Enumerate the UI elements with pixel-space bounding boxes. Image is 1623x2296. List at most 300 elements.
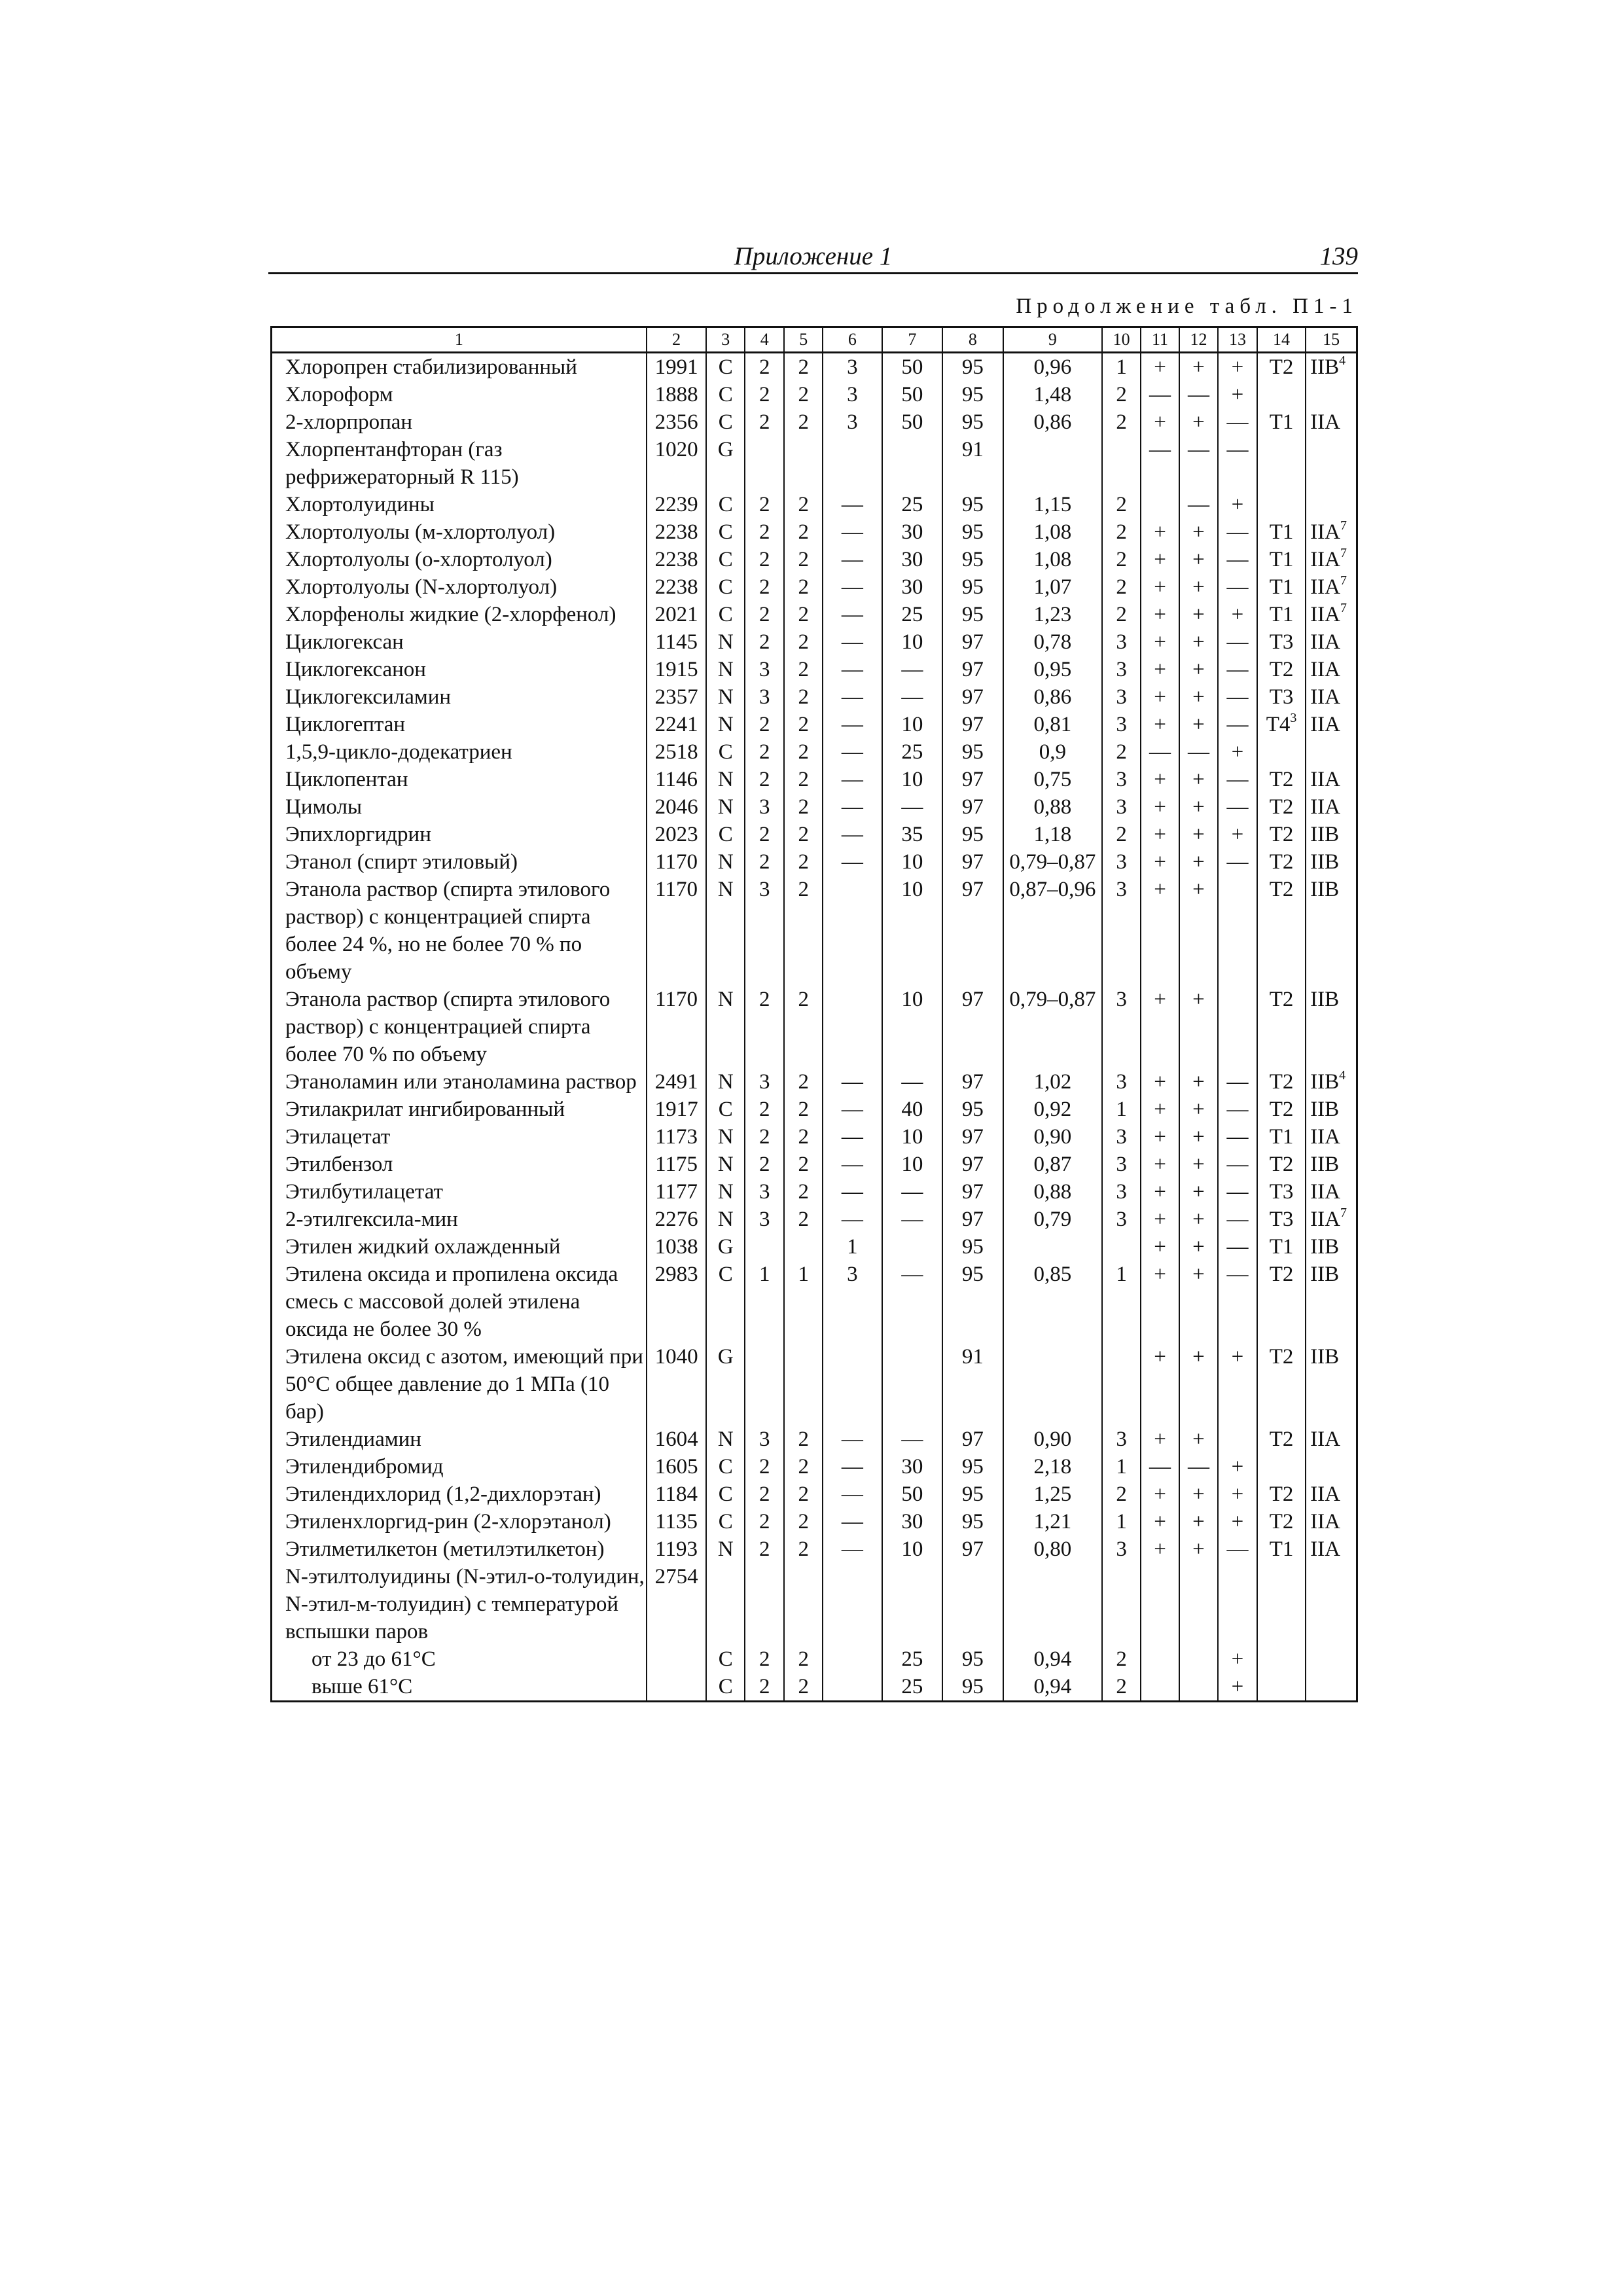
cell-col-8 <box>942 1673 1003 1702</box>
cell-col-6 <box>823 1206 882 1233</box>
cell-col-8 <box>942 1068 1003 1096</box>
cell-col-14 <box>1257 1096 1306 1123</box>
cell-col-3 <box>706 628 745 656</box>
cell-col-9 <box>1003 1535 1102 1563</box>
cell-col-4 <box>745 1673 784 1702</box>
cell-value: — <box>841 630 863 654</box>
table-row <box>272 1178 1357 1206</box>
cell-value: 2 <box>1116 548 1127 571</box>
cell-col-7 <box>882 1508 943 1535</box>
cell-value: 2 <box>1116 1675 1127 1698</box>
cell-col-6 <box>823 381 882 408</box>
cell-col-2 <box>647 1343 706 1426</box>
cell-col-12 <box>1179 1426 1218 1453</box>
cell-value: IIA <box>1310 1537 1340 1561</box>
cell-value: + <box>1154 768 1166 791</box>
cell-col-4 <box>745 353 784 382</box>
cell-col-7 <box>882 1453 943 1480</box>
cell-col-3 <box>706 546 745 573</box>
cell-col-15 <box>1306 518 1357 546</box>
cell-col-12 <box>1179 1178 1218 1206</box>
cell-value: 1 <box>798 1263 809 1286</box>
column-header-14: 14 <box>1257 327 1306 353</box>
cell-col-9 <box>1003 491 1102 518</box>
cell-col-13 <box>1218 601 1257 628</box>
cell-value: 0,88 <box>1033 1180 1072 1204</box>
cell-value: 1 <box>1116 1455 1127 1479</box>
cell-col-10 <box>1102 1233 1141 1261</box>
cell-value: 1 <box>847 1235 858 1259</box>
cell-value: — <box>841 1455 863 1479</box>
cell-col-12 <box>1179 876 1218 986</box>
cell-value: 0,79–0,87 <box>1009 850 1096 874</box>
cell-value: + <box>1154 850 1166 874</box>
cell-col-13 <box>1218 408 1257 436</box>
cell-col-9 <box>1003 1508 1102 1535</box>
cell-col-8 <box>942 986 1003 1068</box>
cell-col-3 <box>706 1233 745 1261</box>
cell-value: N <box>717 850 734 874</box>
cell-col-12 <box>1179 408 1218 436</box>
cell-col-5 <box>784 1151 823 1178</box>
cell-col-7 <box>882 573 943 601</box>
cell-col-4 <box>745 986 784 1068</box>
cell-col-14 <box>1257 711 1306 738</box>
cell-value: + <box>1192 850 1205 874</box>
cell-col-2 <box>647 1151 706 1178</box>
cell-value: IIA <box>1310 685 1340 709</box>
cell-col-14 <box>1257 1233 1306 1261</box>
footnote-mark: 7 <box>1340 601 1347 615</box>
cell-col-10 <box>1102 766 1141 793</box>
cell-col-4 <box>745 491 784 518</box>
cell-col-9 <box>1003 1151 1102 1178</box>
cell-value: 95 <box>961 410 984 434</box>
table-row <box>272 518 1357 546</box>
cell-value: C <box>718 1647 733 1671</box>
cell-col-9 <box>1003 1123 1102 1151</box>
footnote-mark: 4 <box>1339 1068 1346 1083</box>
cell-value: T2 <box>1269 1427 1294 1451</box>
cell-value: + <box>1231 1675 1244 1698</box>
substance-name-cell: 2-хлорпропан <box>272 408 647 436</box>
cell-value: 1175 <box>655 1153 698 1176</box>
cell-col-5 <box>784 876 823 986</box>
cell-col-13 <box>1218 1645 1257 1673</box>
cell-value: 1146 <box>655 768 698 791</box>
cell-value: T2 <box>1269 1263 1294 1286</box>
cell-value: 10 <box>901 1537 923 1561</box>
cell-col-11 <box>1141 711 1179 738</box>
cell-value: 97 <box>961 1070 984 1094</box>
cell-col-2 <box>647 876 706 986</box>
cell-col-6 <box>823 986 882 1068</box>
cell-value: 2 <box>759 1675 770 1698</box>
cell-value: — <box>1226 1070 1249 1094</box>
cell-col-13 <box>1218 546 1257 573</box>
cell-col-5 <box>784 683 823 711</box>
cell-col-9 <box>1003 546 1102 573</box>
cell-col-9 <box>1003 1068 1102 1096</box>
cell-col-15 <box>1306 1563 1357 1645</box>
table-row <box>272 1426 1357 1453</box>
cell-col-5 <box>784 1096 823 1123</box>
cell-value: + <box>1192 713 1205 736</box>
cell-value: 3 <box>847 383 858 406</box>
cell-value: T2 <box>1269 795 1294 819</box>
cell-col-14 <box>1257 986 1306 1068</box>
cell-value: 2 <box>798 1153 809 1176</box>
footnote-mark: 7 <box>1340 546 1347 560</box>
cell-col-15 <box>1306 1178 1357 1206</box>
cell-value: + <box>1192 988 1205 1011</box>
cell-value: 2 <box>759 410 770 434</box>
cell-value: T2 <box>1269 850 1294 874</box>
cell-col-4 <box>745 876 784 986</box>
cell-value: 95 <box>961 603 984 626</box>
cell-value: 2 <box>798 383 809 406</box>
cell-col-12 <box>1179 1123 1218 1151</box>
cell-col-14 <box>1257 381 1306 408</box>
cell-value: 2491 <box>654 1070 698 1094</box>
table-row <box>272 1673 1357 1702</box>
cell-col-15 <box>1306 766 1357 793</box>
cell-col-15 <box>1306 353 1357 382</box>
cell-col-3 <box>706 1343 745 1426</box>
cell-col-12 <box>1179 1508 1218 1535</box>
cell-col-7 <box>882 381 943 408</box>
cell-value: 1020 <box>654 438 698 461</box>
cell-value: 3 <box>1116 658 1127 681</box>
table-row <box>272 1096 1357 1123</box>
cell-col-9 <box>1003 1261 1102 1343</box>
cell-col-2 <box>647 1508 706 1535</box>
cell-value: IIA <box>1310 1208 1340 1231</box>
cell-value: + <box>1154 685 1166 709</box>
cell-value: T3 <box>1269 630 1294 654</box>
cell-col-13 <box>1218 656 1257 683</box>
cell-col-5 <box>784 353 823 382</box>
cell-value: — <box>1187 740 1209 764</box>
cell-col-13 <box>1218 628 1257 656</box>
cell-value: + <box>1231 1510 1244 1534</box>
cell-col-14 <box>1257 821 1306 848</box>
cell-col-15 <box>1306 1645 1357 1673</box>
cell-value: 2 <box>759 355 770 379</box>
cell-col-8 <box>942 1563 1003 1645</box>
cell-value: 1917 <box>654 1098 698 1121</box>
cell-col-14 <box>1257 1206 1306 1233</box>
cell-value: 0,79–0,87 <box>1009 988 1096 1011</box>
cell-col-15 <box>1306 1535 1357 1563</box>
cell-value: 2 <box>798 410 809 434</box>
cell-value: 97 <box>961 795 984 819</box>
cell-col-12 <box>1179 848 1218 876</box>
cell-col-11 <box>1141 821 1179 848</box>
cell-col-14 <box>1257 1508 1306 1535</box>
cell-value: 0,85 <box>1033 1263 1072 1286</box>
cell-value: 2 <box>759 850 770 874</box>
cell-col-4 <box>745 738 784 766</box>
cell-col-8 <box>942 821 1003 848</box>
table-row <box>272 656 1357 683</box>
cell-value: 2 <box>759 1510 770 1534</box>
cell-value: + <box>1154 1208 1166 1231</box>
cell-col-10 <box>1102 491 1141 518</box>
cell-value: C <box>718 493 733 516</box>
footnote-mark: 4 <box>1339 353 1346 368</box>
cell-value: + <box>1154 658 1166 681</box>
cell-col-11 <box>1141 436 1179 491</box>
cell-col-3 <box>706 1645 745 1673</box>
cell-col-11 <box>1141 793 1179 821</box>
cell-value: 2 <box>759 383 770 406</box>
cell-value: 0,75 <box>1033 768 1072 791</box>
cell-col-13 <box>1218 1563 1257 1645</box>
cell-value: + <box>1154 1098 1166 1121</box>
footnote-mark: 7 <box>1340 518 1347 533</box>
cell-value: 95 <box>961 1482 984 1506</box>
cell-col-15 <box>1306 1343 1357 1426</box>
cell-col-5 <box>784 573 823 601</box>
cell-value: 91 <box>961 438 984 461</box>
cell-col-10 <box>1102 1645 1141 1673</box>
table-row <box>272 1480 1357 1508</box>
cell-value: 3 <box>1116 878 1127 901</box>
cell-col-5 <box>784 1673 823 1702</box>
cell-value: — <box>1187 1455 1209 1479</box>
cell-col-12 <box>1179 683 1218 711</box>
cell-value: 0,94 <box>1033 1647 1072 1671</box>
cell-value: + <box>1192 768 1205 791</box>
cell-value: 10 <box>901 878 923 901</box>
cell-value: 2 <box>798 1510 809 1534</box>
cell-col-14 <box>1257 546 1306 573</box>
cell-col-7 <box>882 628 943 656</box>
cell-col-7 <box>882 1535 943 1563</box>
cell-value: — <box>1187 438 1209 461</box>
cell-col-7 <box>882 1426 943 1453</box>
cell-col-5 <box>784 1068 823 1096</box>
cell-col-6 <box>823 1343 882 1426</box>
cell-value: + <box>1192 1125 1205 1149</box>
cell-col-12 <box>1179 1261 1218 1343</box>
cell-value: 2356 <box>654 410 698 434</box>
column-header-2: 2 <box>647 327 706 353</box>
cell-value: 30 <box>901 1455 923 1479</box>
cell-value: — <box>1187 493 1209 516</box>
cell-col-7 <box>882 711 943 738</box>
table-row <box>272 1261 1357 1343</box>
cell-col-10 <box>1102 1453 1141 1480</box>
cell-value: 0,86 <box>1033 410 1072 434</box>
substance-name-cell: Циклогексанон <box>272 656 647 683</box>
cell-value: 1,18 <box>1033 823 1072 846</box>
column-header-9: 9 <box>1003 327 1102 353</box>
cell-value: + <box>1154 520 1166 544</box>
cell-col-9 <box>1003 766 1102 793</box>
cell-value: 2 <box>759 1125 770 1149</box>
cell-value: 3 <box>1116 1427 1127 1451</box>
cell-col-5 <box>784 821 823 848</box>
cell-col-5 <box>784 1343 823 1426</box>
cell-col-11 <box>1141 656 1179 683</box>
cell-value: — <box>841 795 863 819</box>
cell-col-9 <box>1003 381 1102 408</box>
cell-value: IIB <box>1310 1345 1340 1369</box>
cell-value: 2 <box>1116 493 1127 516</box>
cell-value: + <box>1154 1537 1166 1561</box>
cell-col-11 <box>1141 546 1179 573</box>
cell-col-3 <box>706 1123 745 1151</box>
cell-col-11 <box>1141 1453 1179 1480</box>
cell-col-10 <box>1102 738 1141 766</box>
cell-value: T2 <box>1269 1510 1294 1534</box>
cell-value: + <box>1154 603 1166 626</box>
column-header-3: 3 <box>706 327 745 353</box>
cell-col-10 <box>1102 1508 1141 1535</box>
cell-col-4 <box>745 1508 784 1535</box>
cell-value: — <box>1149 740 1171 764</box>
cell-col-7 <box>882 1068 943 1096</box>
cell-col-2 <box>647 601 706 628</box>
cell-col-14 <box>1257 1123 1306 1151</box>
cell-col-9 <box>1003 656 1102 683</box>
cell-col-12 <box>1179 518 1218 546</box>
substance-name-cell: Этилендибромид <box>272 1453 647 1480</box>
cell-value: + <box>1192 1510 1205 1534</box>
cell-col-14 <box>1257 1426 1306 1453</box>
cell-col-2 <box>647 381 706 408</box>
cell-col-15 <box>1306 381 1357 408</box>
column-header-row <box>272 327 1357 353</box>
cell-col-2 <box>647 1096 706 1123</box>
cell-value: C <box>718 1455 733 1479</box>
cell-col-8 <box>942 1508 1003 1535</box>
cell-col-14 <box>1257 1645 1306 1673</box>
cell-value: IIB <box>1310 850 1340 874</box>
cell-col-13 <box>1218 1673 1257 1702</box>
cell-col-14 <box>1257 1178 1306 1206</box>
cell-value: 1184 <box>655 1482 698 1506</box>
substance-name-cell: Этилацетат <box>272 1123 647 1151</box>
cell-col-2 <box>647 628 706 656</box>
cell-value: + <box>1154 1153 1166 1176</box>
cell-col-8 <box>942 1645 1003 1673</box>
cell-value: 2,18 <box>1033 1455 1072 1479</box>
cell-value: — <box>841 603 863 626</box>
cell-col-2 <box>647 656 706 683</box>
cell-value: 1173 <box>655 1125 698 1149</box>
cell-value: 97 <box>961 658 984 681</box>
cell-col-9 <box>1003 1426 1102 1453</box>
cell-col-10 <box>1102 1261 1141 1343</box>
cell-col-14 <box>1257 601 1306 628</box>
cell-value: + <box>1154 1125 1166 1149</box>
cell-value: 2 <box>759 740 770 764</box>
cell-value: 1,48 <box>1033 383 1072 406</box>
cell-col-5 <box>784 1426 823 1453</box>
cell-col-4 <box>745 1261 784 1343</box>
cell-col-15 <box>1306 546 1357 573</box>
substance-name-cell: Хлортолуолы (о-хлортолуол) <box>272 546 647 573</box>
cell-col-8 <box>942 1426 1003 1453</box>
cell-col-5 <box>784 546 823 573</box>
cell-value: 2239 <box>654 493 698 516</box>
cell-col-10 <box>1102 876 1141 986</box>
cell-value: C <box>718 1675 733 1698</box>
cell-value: 50 <box>901 383 923 406</box>
cell-col-7 <box>882 1261 943 1343</box>
cell-col-4 <box>745 573 784 601</box>
cell-value: 2 <box>1116 740 1127 764</box>
cell-value: 1,21 <box>1033 1510 1072 1534</box>
cell-col-14 <box>1257 1453 1306 1480</box>
cell-col-9 <box>1003 1206 1102 1233</box>
cell-col-10 <box>1102 1535 1141 1563</box>
cell-col-4 <box>745 711 784 738</box>
cell-value: 30 <box>901 575 923 599</box>
cell-col-2 <box>647 518 706 546</box>
cell-col-3 <box>706 711 745 738</box>
cell-col-11 <box>1141 876 1179 986</box>
table-row <box>272 628 1357 656</box>
table-row <box>272 491 1357 518</box>
cell-value: C <box>718 575 733 599</box>
cell-col-10 <box>1102 1563 1141 1645</box>
cell-col-10 <box>1102 711 1141 738</box>
cell-col-4 <box>745 518 784 546</box>
cell-col-8 <box>942 518 1003 546</box>
cell-col-2 <box>647 573 706 601</box>
cell-value: IIB <box>1310 988 1340 1011</box>
cell-col-9 <box>1003 711 1102 738</box>
cell-value: 0,87 <box>1033 1153 1072 1176</box>
cell-col-6 <box>823 1233 882 1261</box>
cell-col-13 <box>1218 573 1257 601</box>
cell-value: 2 <box>798 658 809 681</box>
cell-value: IIA <box>1310 1427 1340 1451</box>
cell-value: C <box>718 1098 733 1121</box>
cell-value: 2 <box>1116 1482 1127 1506</box>
cell-value: — <box>1226 768 1249 791</box>
cell-col-15 <box>1306 436 1357 491</box>
cell-col-3 <box>706 1206 745 1233</box>
cell-col-14 <box>1257 683 1306 711</box>
column-header-10: 10 <box>1102 327 1141 353</box>
cell-col-3 <box>706 353 745 382</box>
cell-value: + <box>1154 1427 1166 1451</box>
cell-value: 0,80 <box>1033 1537 1072 1561</box>
cell-col-11 <box>1141 408 1179 436</box>
cell-value: 10 <box>901 850 923 874</box>
substance-name-cell: Этилендиамин <box>272 1426 647 1453</box>
cell-col-13 <box>1218 821 1257 848</box>
cell-value: + <box>1154 630 1166 654</box>
cell-value: 97 <box>961 1537 984 1561</box>
cell-value: 97 <box>961 768 984 791</box>
cell-col-13 <box>1218 1151 1257 1178</box>
cell-col-14 <box>1257 1563 1306 1645</box>
cell-value: 2 <box>1116 823 1127 846</box>
cell-value: 0,86 <box>1033 685 1072 709</box>
cell-value: 1604 <box>654 1427 698 1451</box>
cell-col-8 <box>942 601 1003 628</box>
cell-col-5 <box>784 628 823 656</box>
substance-name-cell: 1,5,9-цикло-додекатриен <box>272 738 647 766</box>
cell-col-2 <box>647 1206 706 1233</box>
cell-col-3 <box>706 1508 745 1535</box>
